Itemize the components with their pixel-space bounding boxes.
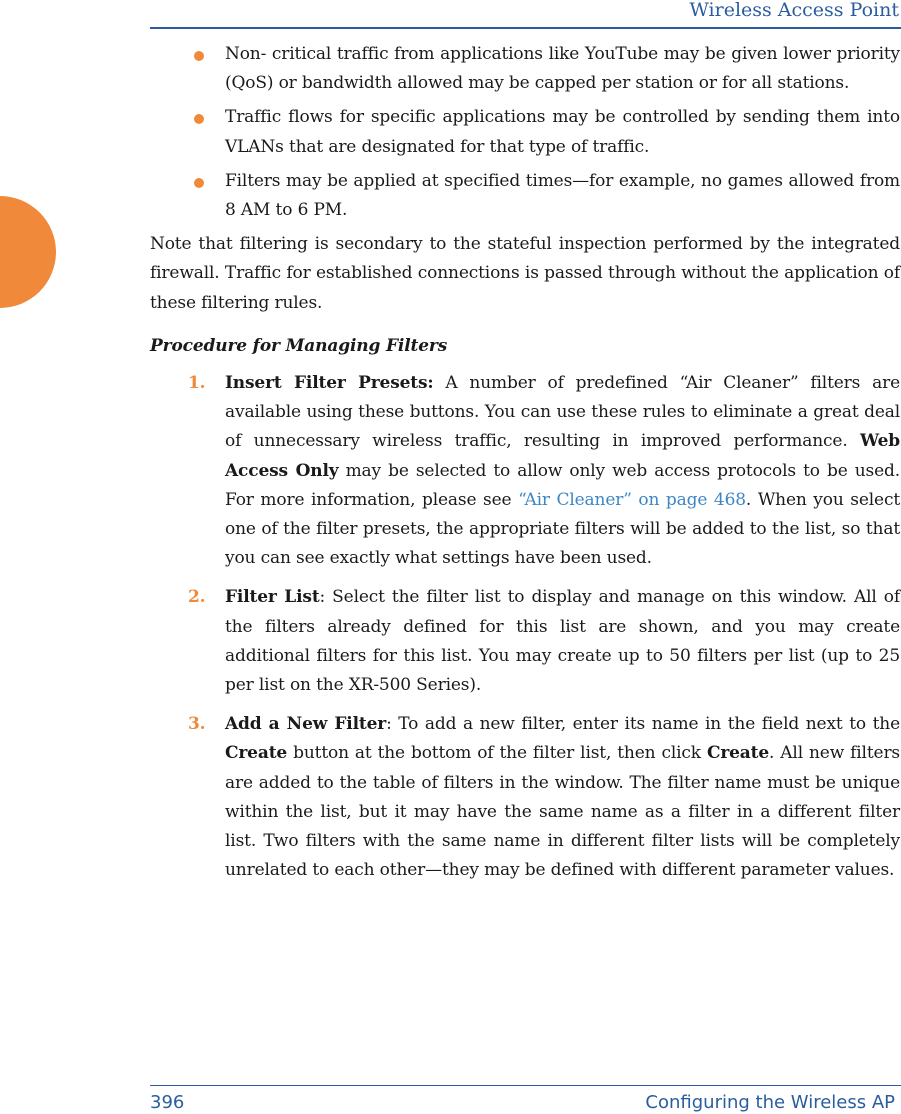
step-item bbox=[150, 583, 900, 700]
bullet-list bbox=[150, 40, 900, 225]
step-text: A number of predefined “Air Cleaner” filters are available using these buttons. You can use these rules to eliminate a great deal of unnecessary wireless traffic, resulting in improved performance. bbox=[225, 373, 900, 452]
bullet-icon bbox=[194, 51, 204, 61]
bullet-icon bbox=[194, 178, 204, 188]
footer-rule bbox=[150, 1085, 901, 1086]
step-text: : To add a new filter, enter its name in the field next to the bbox=[386, 714, 901, 735]
step-term: Web Access Only bbox=[225, 431, 900, 481]
step-text: . When you select one of the filter presets, the appropriate filters will be added to the list, so that you can see exactly what settings have been used. bbox=[225, 489, 901, 569]
step-text: : Select the filter list to display and manage on this window. All of the filters already defined for this list are shown, and you may create additional filters for this list. You may create up to 50 filters per list (up to 25 per list on the XR-500 Series). bbox=[225, 587, 900, 696]
step-term: Filter List bbox=[225, 587, 320, 608]
step-term: Add a New Filter bbox=[225, 714, 387, 735]
page-number: 396 bbox=[150, 1092, 185, 1113]
bullet-text: Non- critical traffic from applications like YouTube may be given lower priority (QoS) or bandwidth allowed may be capped per station or for all stations. bbox=[225, 44, 900, 94]
step-term: Create bbox=[225, 743, 288, 764]
step-number: 1. bbox=[188, 373, 206, 394]
step-text: . All new filters are added to the table of filters in the window. The filter name must be unique within the list, but it may have the same name as a filter in a different filter list. Two filters with the same name in different filter lists will be completely unrelated to each other—they may be defined with different parameter values. bbox=[225, 743, 900, 881]
step-term: Create bbox=[706, 743, 770, 764]
running-header-title: Wireless Access Point bbox=[689, 0, 899, 21]
procedure-steps bbox=[150, 369, 900, 885]
running-footer-section: Configuring the Wireless AP bbox=[645, 1092, 895, 1113]
chapter-tab-marker bbox=[0, 196, 56, 308]
procedure-heading: Procedure for Managing Filters bbox=[150, 335, 448, 356]
step-item bbox=[150, 369, 900, 573]
bullet-icon bbox=[194, 114, 204, 124]
step-text: button at the bottom of the filter list, then click bbox=[287, 743, 707, 764]
list-item bbox=[150, 167, 900, 225]
header-rule bbox=[150, 27, 901, 29]
list-item bbox=[150, 40, 900, 98]
page-body bbox=[150, 40, 900, 895]
step-term: Insert Filter Presets: bbox=[225, 373, 434, 394]
step-number: 3. bbox=[188, 714, 206, 735]
step-item bbox=[150, 710, 900, 885]
bullet-text: Traffic flows for specific applications may be controlled by sending them into VLANs that are designated for that type of traffic. bbox=[225, 107, 900, 157]
list-item bbox=[150, 103, 900, 161]
bullet-text: Filters may be applied at specified times—for example, no games allowed from 8 AM to 6 PM. bbox=[225, 170, 900, 221]
note-paragraph: Note that filtering is secondary to the stateful inspection performed by the integrated firewall. Traffic for established connections is passed through without the application of these filtering rules. bbox=[150, 234, 900, 313]
cross-reference-link[interactable]: “Air Cleaner” on page 468 bbox=[518, 489, 746, 510]
step-number: 2. bbox=[188, 587, 206, 608]
step-text: may be selected to allow only web access protocols to be used. For more information, please see bbox=[225, 460, 900, 510]
